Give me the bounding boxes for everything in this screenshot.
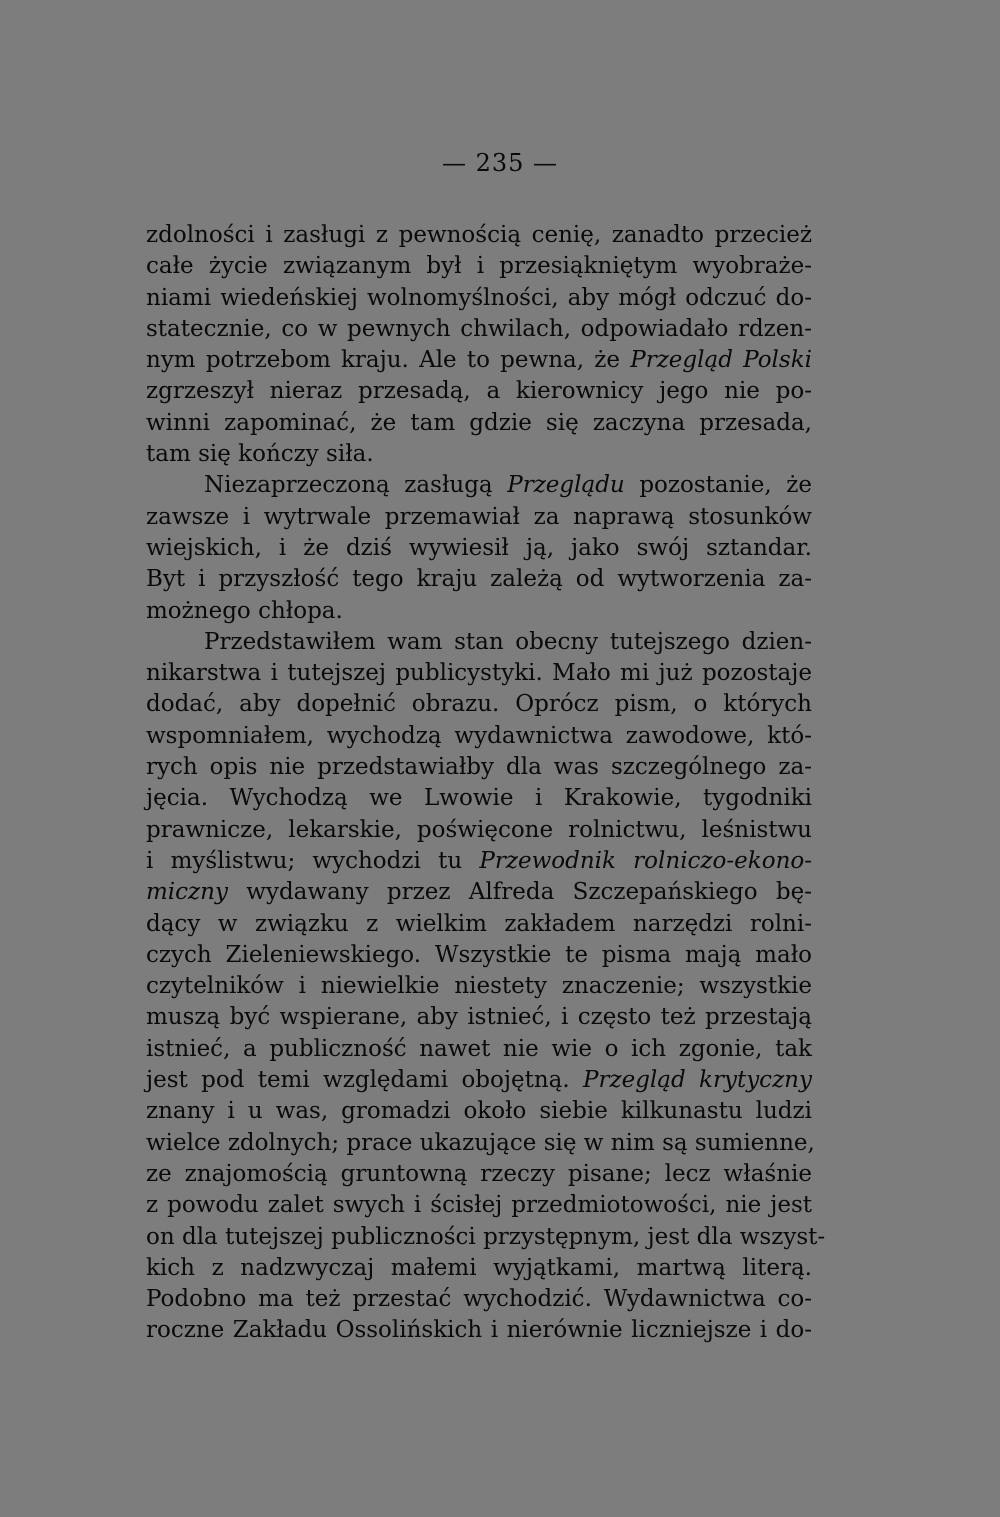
italic-title-text: Przewodnik rolniczo-ekono- bbox=[479, 847, 812, 874]
text-segment: jęcia. Wychodzą we Lwowie i Krakowie, tygodniki bbox=[146, 785, 812, 812]
text-line bbox=[146, 283, 812, 314]
text-line bbox=[146, 909, 812, 940]
text-line bbox=[146, 314, 812, 345]
text-segment: winni zapominać, że tam gdzie się zaczyna przesada, bbox=[146, 409, 812, 436]
text-line bbox=[146, 502, 812, 533]
text-line bbox=[146, 408, 812, 439]
text-line bbox=[146, 1128, 815, 1159]
text-segment: dący w związku z wielkim zakładem narzędzi rolni- bbox=[146, 910, 812, 937]
text-line bbox=[146, 345, 812, 376]
text-line bbox=[146, 783, 812, 814]
text-segment: Byt i przyszłość tego kraju zależą od wytworzenia za- bbox=[146, 566, 812, 593]
text-line bbox=[146, 1096, 812, 1127]
text-line bbox=[146, 1315, 812, 1346]
text-segment: możnego chłopa. bbox=[146, 597, 343, 624]
text-segment: zawsze i wytrwale przemawiał za naprawą stosunków bbox=[146, 503, 812, 530]
text-line bbox=[146, 470, 812, 501]
text-segment: on dla tutejszej publiczności przystępnym, jest dla wszyst- bbox=[146, 1223, 826, 1250]
text-line bbox=[146, 220, 812, 251]
body-text bbox=[146, 220, 826, 1347]
text-line bbox=[146, 658, 812, 689]
text-segment: zdolności i zasługi z pewnością cenię, zanadto przecież bbox=[146, 222, 812, 248]
text-segment: wiejskich, i że dziś wywiesił ją, jako swój sztandar. bbox=[146, 534, 812, 561]
text-line bbox=[146, 1002, 812, 1033]
text-line bbox=[146, 1190, 812, 1221]
text-segment: pozostanie, że bbox=[624, 472, 812, 499]
text-segment: tam się kończy siła. bbox=[146, 441, 374, 468]
text-segment: statecznie, co w pewnych chwilach, odpowiadało rdzen- bbox=[146, 315, 812, 342]
text-segment: dodać, aby dopełnić obrazu. Oprócz pism, o których bbox=[146, 691, 812, 718]
text-segment: kich z nadzwyczaj małemi wyjątkami, martwą literą. bbox=[146, 1254, 812, 1281]
text-segment: niami wiedeńskiej wolnomyślności, aby mógł odczuć do- bbox=[146, 284, 812, 311]
text-line bbox=[146, 564, 812, 595]
text-line bbox=[146, 627, 812, 658]
text-line bbox=[146, 251, 812, 282]
text-line bbox=[146, 1253, 812, 1284]
page-number-header: — 235 — bbox=[441, 149, 559, 177]
text-line bbox=[146, 846, 812, 877]
italic-title-text: Przegląd krytyczny bbox=[583, 1067, 812, 1094]
text-segment: z powodu zalet swych i ścisłej przedmiotowości, nie jest bbox=[146, 1192, 812, 1219]
text-segment: wielce zdolnych; prace ukazujące się w nim są sumienne, bbox=[146, 1129, 815, 1156]
italic-title-text: miczny bbox=[146, 879, 228, 906]
text-line bbox=[146, 1034, 812, 1065]
text-segment: istnieć, a publiczność nawet nie wie o ich zgonie, tak bbox=[146, 1035, 812, 1062]
text-segment: rych opis nie przedstawiałby dla was szczególnego za- bbox=[146, 754, 812, 781]
text-line bbox=[146, 721, 812, 752]
text-segment: ze znajomością gruntowną rzeczy pisane; lecz właśnie bbox=[146, 1160, 812, 1187]
text-line bbox=[146, 1065, 812, 1096]
text-line bbox=[146, 752, 812, 783]
italic-title-text: Przegląd Polski bbox=[630, 347, 812, 374]
text-segment: zgrzeszył nieraz przesadą, a kierownicy jego nie po- bbox=[146, 378, 812, 405]
text-line bbox=[146, 376, 812, 407]
text-segment: muszą być wspierane, aby istnieć, i często też przestają bbox=[146, 1004, 812, 1031]
text-segment: i myślistwu; wychodzi tu bbox=[146, 847, 480, 874]
text-segment: Niezaprzeczoną zasługą bbox=[204, 472, 508, 499]
text-line bbox=[146, 533, 812, 564]
text-segment: całe życie związanym był i przesiąkniętym wyobraże- bbox=[146, 253, 812, 280]
text-segment: czych Zieleniewskiego. Wszystkie te pisma mają mało bbox=[146, 941, 812, 968]
text-line bbox=[146, 877, 812, 908]
text-segment: nym potrzebom kraju. Ale to pewna, że bbox=[146, 347, 631, 374]
text-segment: nikarstwa i tutejszej publicystyki. Mało mi już pozostaje bbox=[146, 660, 812, 687]
text-line bbox=[146, 1222, 826, 1253]
text-line bbox=[146, 689, 812, 720]
text-segment: roczne Zakładu Ossolińskich i nierównie liczniejsze i do- bbox=[146, 1317, 812, 1344]
text-segment: jest pod temi względami obojętną. bbox=[146, 1067, 583, 1094]
text-line bbox=[146, 940, 812, 971]
text-segment: wspomniałem, wychodzą wydawnictwa zawodowe, któ- bbox=[146, 722, 812, 749]
text-line bbox=[146, 1159, 812, 1190]
text-segment: znany i u was, gromadzi około siebie kilkunastu ludzi bbox=[146, 1098, 812, 1125]
text-segment: czytelników i niewielkie niestety znaczenie; wszystkie bbox=[146, 973, 812, 1000]
text-line bbox=[146, 596, 812, 627]
text-line bbox=[146, 971, 812, 1002]
text-line bbox=[146, 815, 812, 846]
text-line bbox=[146, 439, 812, 470]
text-segment: wydawany przez Alfreda Szczepańskiego bę- bbox=[227, 879, 812, 906]
italic-title-text: Przeglądu bbox=[507, 472, 625, 499]
text-segment: Przedstawiłem wam stan obecny tutejszego dzien- bbox=[204, 628, 812, 655]
text-segment: prawnicze, lekarskie, poświęcone rolnictwu, leśnistwu bbox=[146, 816, 812, 843]
text-line bbox=[146, 1284, 812, 1315]
text-segment: Podobno ma też przestać wychodzić. Wydawnictwa co- bbox=[146, 1286, 812, 1313]
